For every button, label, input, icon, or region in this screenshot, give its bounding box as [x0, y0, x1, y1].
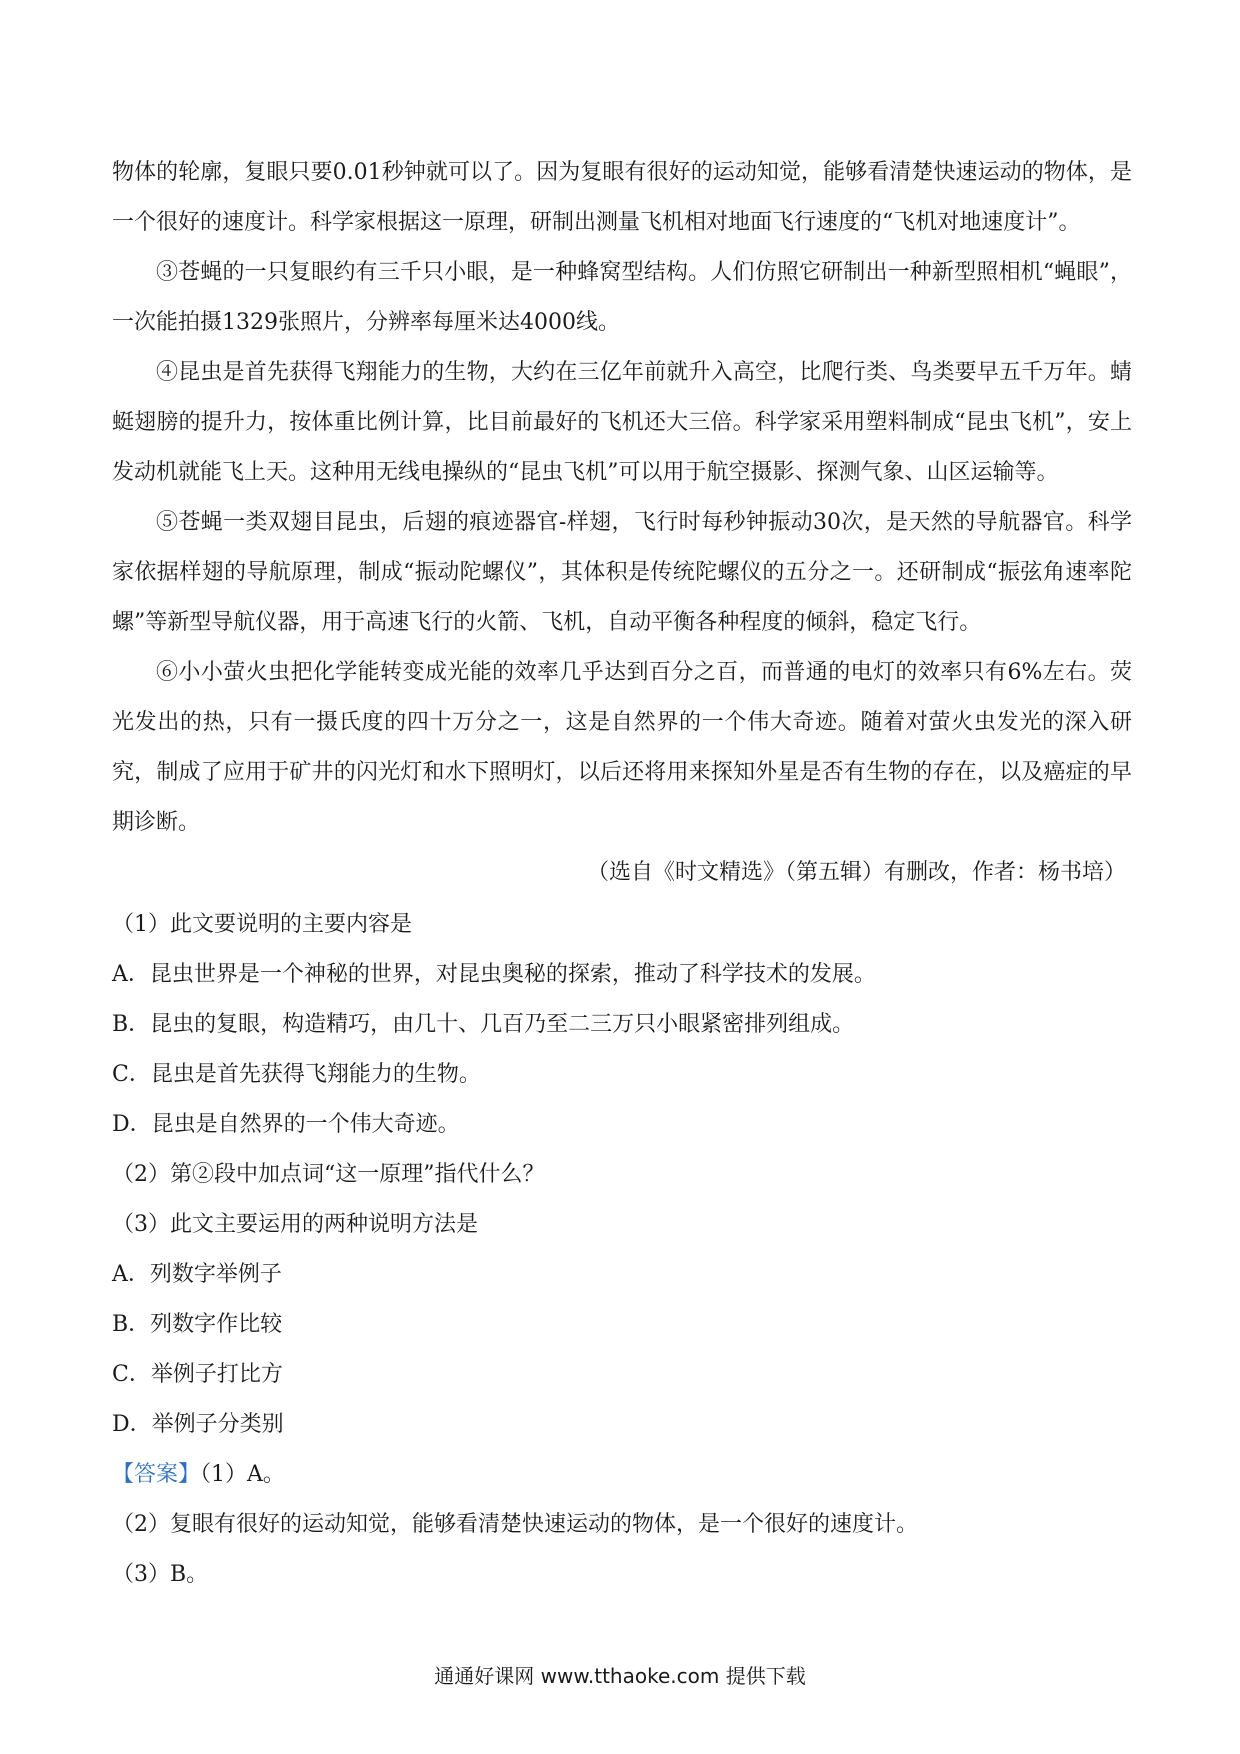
answer-section — [112, 1450, 1132, 1600]
question-1-option-b: B．昆虫的复眼，构造精巧，由几十、几百乃至二三万只小眼紧密排列组成。 — [112, 1012, 855, 1037]
question-3-option-c: C．举例子打比方 — [112, 1362, 283, 1387]
question-1: （1）此文要说明的主要内容是 — [112, 912, 412, 937]
article-source: （选自《时文精选》（第五辑）有删改，作者：杨书培） — [586, 860, 1126, 885]
answer-1: （1）A。 — [200, 1462, 285, 1487]
question-3-option-a: A．列数字举例子 — [112, 1262, 282, 1287]
article-paragraph-5: ⑤苍蝇一类双翅目昆虫，后翅的痕迹器官-样翅，飞行时每秒钟振动30次，是天然的导航器官。科学家依据样翅的导航原理，制成“振动陀螺仪”，其体积是传统陀螺仪的五分之一。还研制成“振弦角速率陀螺”等新型导航仪器，用于高速飞行的火箭、飞机，自动平衡各种程度的倾斜，稳定飞行。 — [112, 510, 1132, 635]
question-3: （3）此文主要运用的两种说明方法是 — [112, 1212, 478, 1237]
article-paragraph-6: ⑥小小萤火虫把化学能转变成光能的效率几乎达到百分之百，而普通的电灯的效率只有6%左右。荧光发出的热，只有一摄氏度的四十万分之一，这是自然界的一个伟大奇迹。随着对萤火虫发光的深入研究，制成了应用于矿井的闪光灯和水下照明灯，以后还将用来探知外星是否有生物的存在，以及癌症的早期诊断。 — [112, 660, 1132, 835]
article-paragraph-1: 物体的轮廓，复眼只要0.01秒钟就可以了。因为复眼有很好的运动知觉，能够看清楚快速运动的物体，是一个很好的速度计。科学家根据这一原理，研制出测量飞机相对地面飞行速度的“飞机对地速度计”。 — [112, 160, 1132, 235]
question-3-option-d: D．举例子分类别 — [112, 1412, 284, 1437]
answer-label: 【答案】 — [112, 1462, 201, 1487]
question-1-option-d: D．昆虫是自然界的一个伟大奇迹。 — [112, 1112, 460, 1137]
question-2: （2）第②段中加点词“这一原理”指代什么？ — [112, 1162, 545, 1187]
answer-1-line — [112, 1450, 1132, 1500]
question-1-option-c: C．昆虫是首先获得飞翔能力的生物。 — [112, 1062, 481, 1087]
questions — [112, 900, 1132, 1450]
footer-watermark: 通通好课网 www.tthaoke.com 提供下载 — [434, 1664, 806, 1688]
answer-3: （3）B。 — [112, 1562, 209, 1587]
document-page — [112, 148, 1132, 1600]
answer-2: （2）复眼有很好的运动知觉，能够看清楚快速运动的物体，是一个很好的速度计。 — [112, 1512, 918, 1537]
article-paragraph-4: ④昆虫是首先获得飞翔能力的生物，大约在三亿年前就升入高空，比爬行类、鸟类要早五千万年。蜻蜓翅膀的提升力，按体重比例计算，比目前最好的飞机还大三倍。科学家采用塑料制成“昆虫飞机”，安上发动机就能飞上天。这种用无线电操纵的“昆虫飞机”可以用于航空摄影、探测气象、山区运输等。 — [112, 360, 1132, 485]
article-paragraph-3: ③苍蝇的一只复眼约有三千只小眼，是一种蜂窝型结构。人们仿照它研制出一种新型照相机“蝇眼”，一次能拍摄1329张照片，分辨率每厘米达4000线。 — [112, 260, 1132, 335]
question-3-option-b: B．列数字作比较 — [112, 1312, 283, 1337]
question-1-option-a: A．昆虫世界是一个神秘的世界，对昆虫奥秘的探索，推动了科学技术的发展。 — [112, 962, 876, 987]
article-body — [112, 148, 1132, 898]
